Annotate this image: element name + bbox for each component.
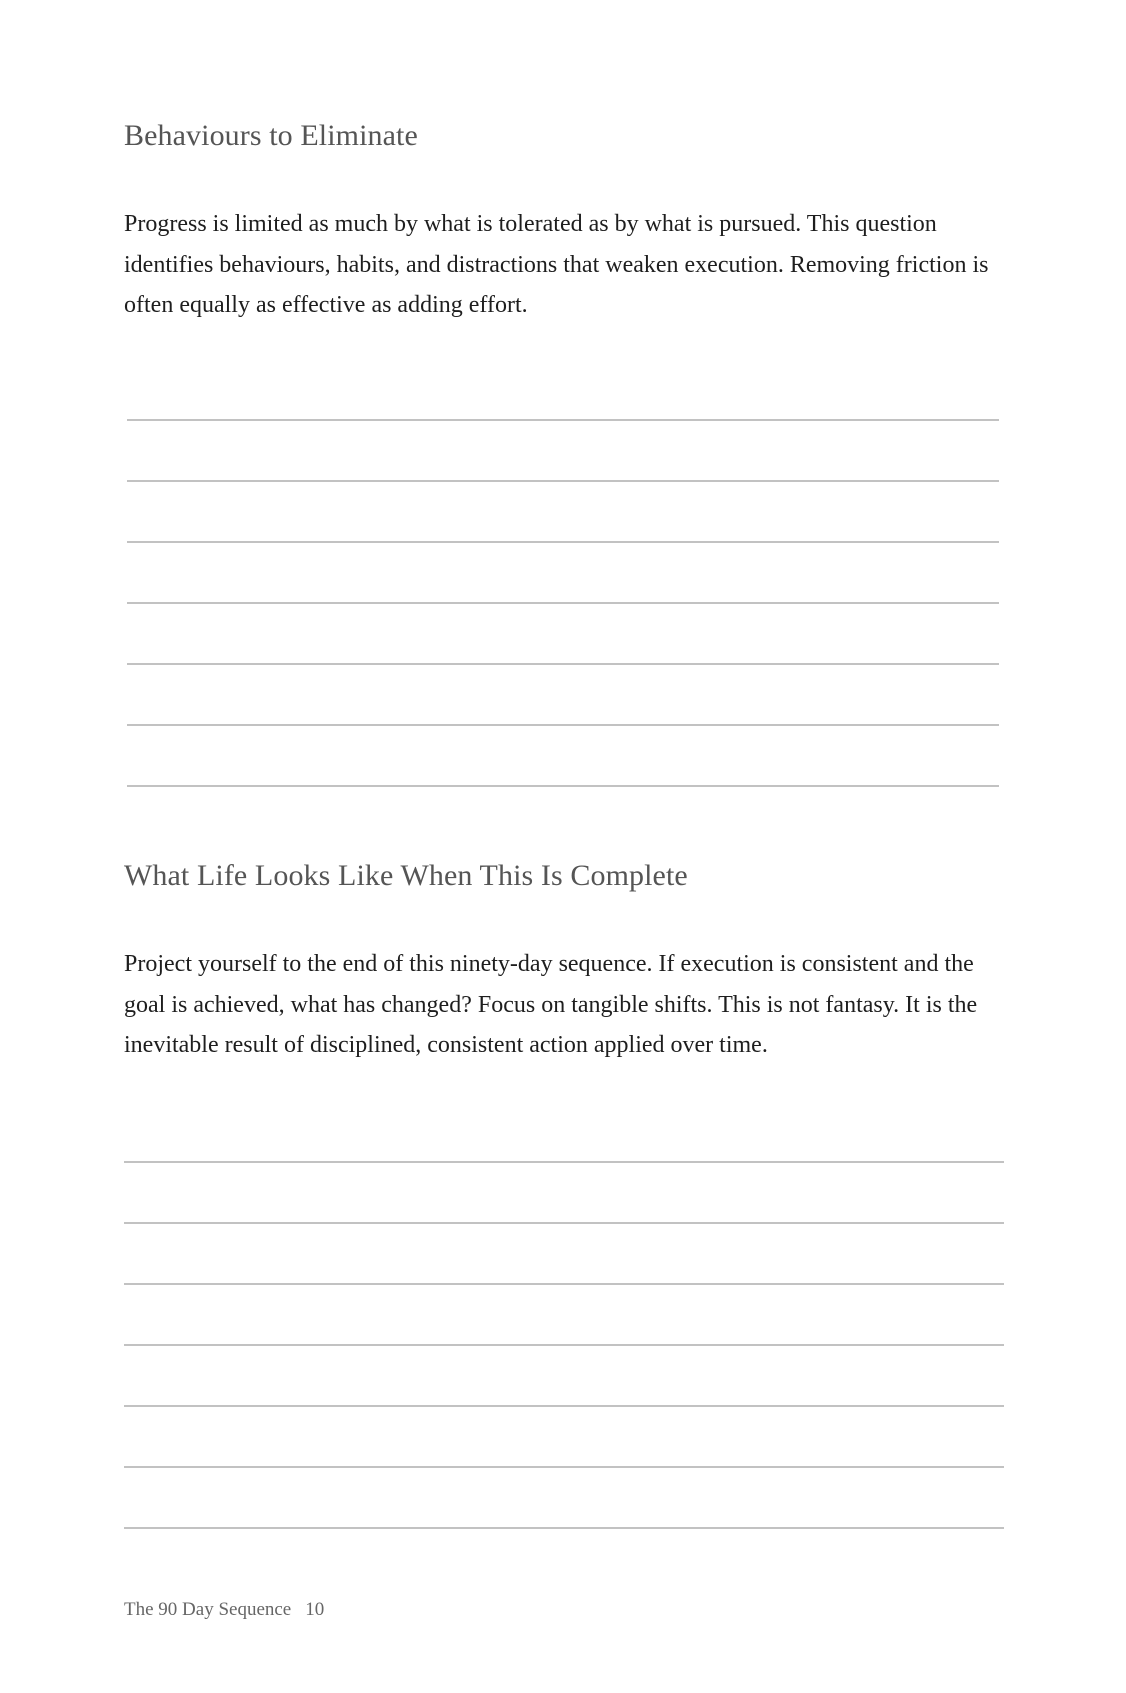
- section-description: Project yourself to the end of this ninety-day sequence. If execution is consistent and the goal is achieved, what has changed? Focus on tangible shifts. This is not fantasy. It is the inevitable result of disciplined, consistent action applied over time.: [124, 951, 978, 1058]
- writing-line[interactable]: [127, 663, 999, 665]
- section-title: Behaviours to Eliminate: [124, 119, 418, 152]
- writing-line[interactable]: [124, 1405, 1004, 1407]
- section-title: What Life Looks Like When This Is Complete: [124, 859, 688, 892]
- writing-line[interactable]: [127, 724, 999, 726]
- page-number: 10: [305, 1599, 325, 1620]
- writing-line[interactable]: [127, 785, 999, 787]
- section-description: Progress is limited as much by what is tolerated as by what is pursued. This question identifies behaviours, habits, and distractions that weaken execution. Removing friction is often equally as effective as adding effort.: [124, 211, 989, 318]
- writing-line[interactable]: [124, 1466, 1004, 1468]
- writing-line[interactable]: [127, 602, 999, 604]
- writing-line[interactable]: [127, 419, 999, 421]
- writing-line[interactable]: [124, 1161, 1004, 1163]
- writing-line[interactable]: [124, 1344, 1004, 1346]
- writing-line[interactable]: [124, 1222, 1004, 1224]
- section-behaviours-to-eliminate: [124, 118, 1004, 326]
- writing-line[interactable]: [127, 541, 999, 543]
- page-footer: [124, 1598, 324, 1622]
- footer-book-title: The 90 Day Sequence: [124, 1599, 292, 1620]
- section-what-life-looks-like: [124, 858, 1004, 1066]
- writing-line[interactable]: [124, 1283, 1004, 1285]
- writing-line[interactable]: [127, 480, 999, 482]
- writing-line[interactable]: [124, 1527, 1004, 1529]
